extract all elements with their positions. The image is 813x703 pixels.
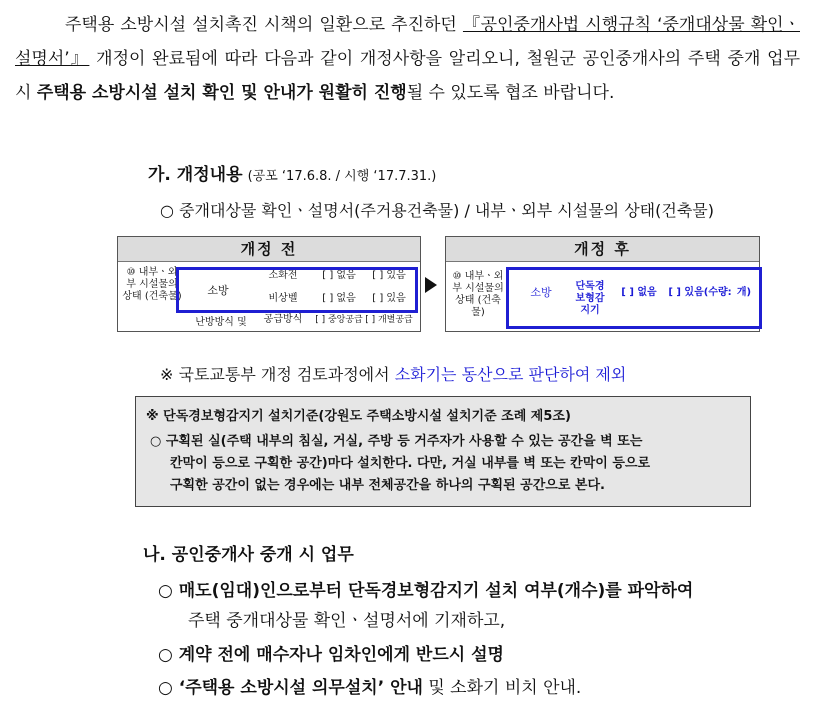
criteria-body xyxy=(150,431,740,497)
section-b-title: 나. 공인중개사 중개 시 업무 xyxy=(143,545,354,565)
after-fire-label: 소방 xyxy=(530,286,552,299)
section-b-item-1: ○ 매도(임대)인으로부터 단독경보형감지기 설치 여부(개수)를 파악하여 xyxy=(158,581,694,601)
mof-note xyxy=(160,362,626,385)
intro-paragraph xyxy=(15,8,800,110)
section-b-item-2: ○ 계약 전에 매수자나 임차인에게 반드시 설명 xyxy=(158,645,504,665)
before-fire-label: 소방 xyxy=(207,284,229,297)
before-r3-central: [ ] 중앙공급 xyxy=(315,315,363,325)
before-r1-none: [ ] 없음 xyxy=(322,270,356,281)
intro-text-1: 주택용 소방시설 설치촉진 시책의 일환으로 추진하던 xyxy=(65,15,463,35)
before-row-label: ⑩ 내부ㆍ외부 시설물의 상태 (건축물) xyxy=(122,267,182,302)
note-emphasis: 소화기는 동산으로 판단하여 제외 xyxy=(394,365,627,384)
before-r2-none: [ ] 없음 xyxy=(322,293,356,304)
arrow-right-icon xyxy=(425,277,437,293)
before-r1-label: 소화전 xyxy=(268,270,298,281)
before-panel xyxy=(117,236,421,332)
intro-text-3: 될 수 있도록 협조 바랍니다. xyxy=(406,83,615,103)
after-panel xyxy=(445,236,760,332)
before-r3-individual: [ ] 개별공급 xyxy=(365,315,413,325)
section-a-date: (공포 ‘17.6.8. / 시행 ‘17.7.31.) xyxy=(247,169,437,184)
before-r1-yes: [ ] 있음 xyxy=(372,270,406,281)
section-a-heading xyxy=(148,160,436,185)
after-highlight-box xyxy=(506,267,762,329)
section-b-item-3-rest: 및 소화기 비치 안내. xyxy=(422,678,582,698)
after-yes-option: [ ] 있음(수량: xyxy=(668,287,732,298)
section-b-item-3 xyxy=(158,673,581,698)
before-r3-label: 공급방식 xyxy=(263,314,303,325)
before-r2-label: 비상벨 xyxy=(268,293,298,304)
before-highlight-box xyxy=(176,267,418,313)
section-b-item-3-bold: ○ ‘주택용 소방시설 의무설치’ 안내 xyxy=(158,678,423,698)
criteria-line-1: ○ 구획된 실(주택 내부의 침실, 거실, 주방 등 거주자가 사용할 수 있는 공간을 벽 또는 xyxy=(150,434,643,449)
after-header: 개정 후 xyxy=(446,237,759,262)
intro-emphasis: 주택용 소방시설 설치 확인 및 안내가 원활히 진행 xyxy=(36,83,407,103)
after-none-option: [ ] 없음 xyxy=(621,287,657,298)
after-row-label: ⑩ 내부ㆍ외부 시설물의 상태 (건축물) xyxy=(452,271,504,318)
criteria-title: ※ 단독경보형감지기 설치기준(강원도 주택소방시설 설치기준 조례 제5조) xyxy=(146,409,571,424)
criteria-box xyxy=(135,396,751,507)
intro-law-title: 『공인중개사법 시행규칙 ‘중개대상물 확인ㆍ설명서’』 xyxy=(15,15,800,69)
before-r3-col1: 난방방식 및 xyxy=(195,317,247,328)
after-detector-label: 단독경보형감지기 xyxy=(575,281,605,316)
section-a-bullet: ○ 중개대상물 확인ㆍ설명서(주거용건축물) / 내부ㆍ외부 시설물의 상태(건축물) xyxy=(160,201,714,220)
criteria-line-2: 칸막이 등으로 구획한 공간)마다 설치한다. 다만, 거실 내부를 벽 또는 칸막이 등으로 xyxy=(170,456,651,471)
before-header: 개정 전 xyxy=(118,237,420,262)
section-b-item-1-cont: 주택 중개대상물 확인ㆍ설명서에 기재하고, xyxy=(188,611,506,631)
before-r2-yes: [ ] 있음 xyxy=(372,293,406,304)
note-text: ※ 국토교통부 개정 검토과정에서 xyxy=(160,365,395,384)
section-a-title: 가. 개정내용 xyxy=(148,165,243,185)
criteria-line-3: 구획한 공간이 없는 경우에는 내부 전체공간을 하나의 구획된 공간으로 본다. xyxy=(170,478,605,493)
after-unit: 개) xyxy=(736,287,752,298)
intro-text-2: 개정이 완료됨에 따라 다음과 같이 개정사항을 알리오니, 철원군 공인중개사의 주택 중개 업무 시 xyxy=(15,49,800,103)
